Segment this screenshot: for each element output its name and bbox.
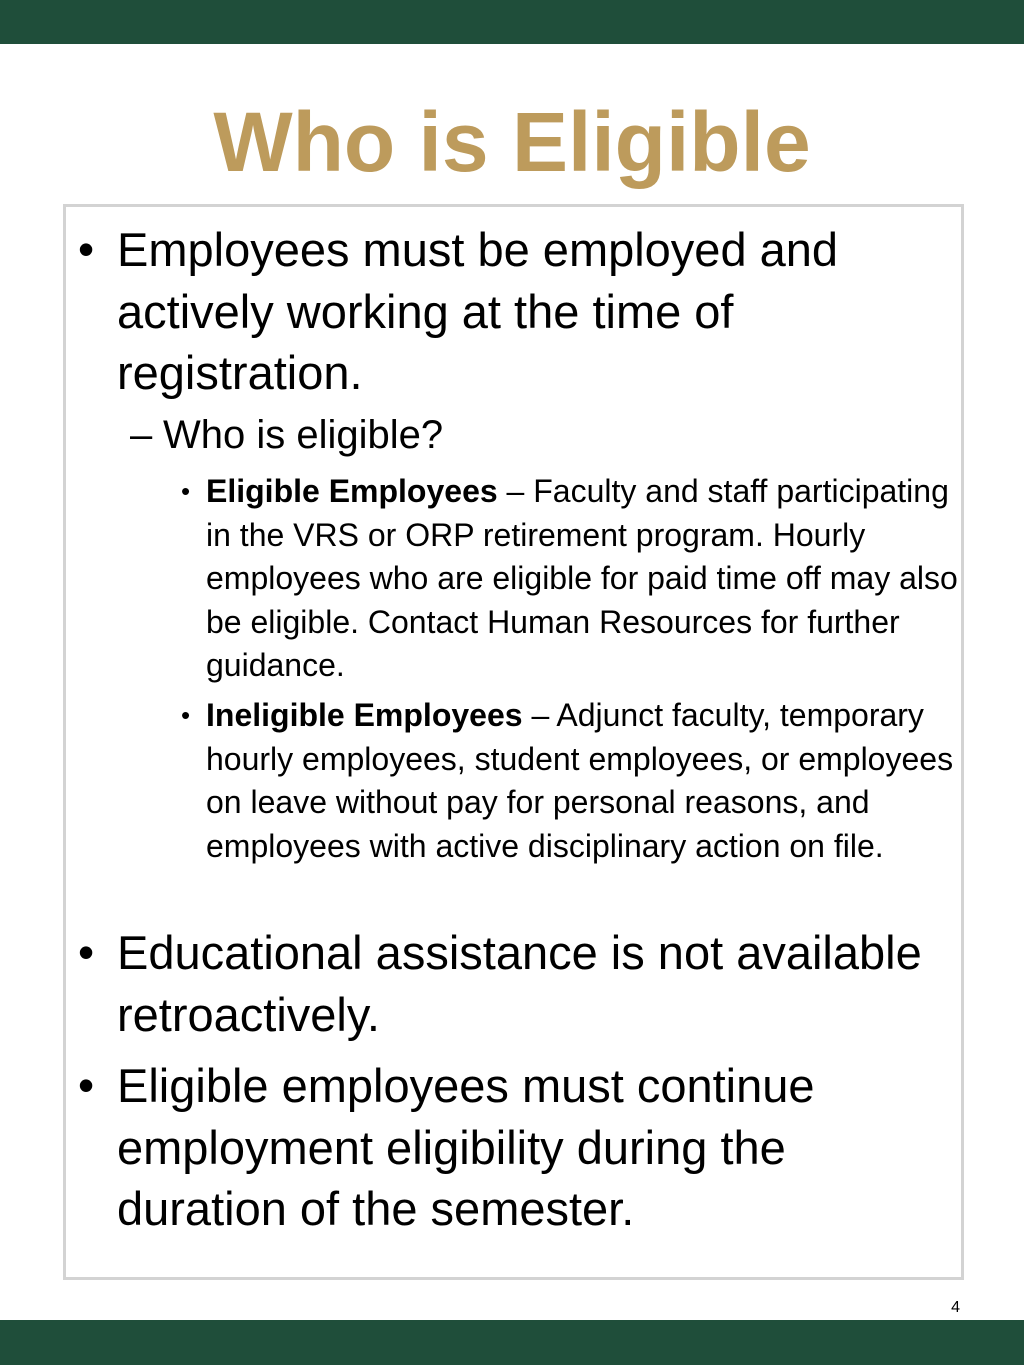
bullet-icon: •	[78, 223, 95, 275]
top-banner-bar	[0, 0, 1024, 44]
sub-bullet-text: Who is eligible?	[163, 413, 444, 457]
bullet-icon: •	[78, 926, 95, 978]
definition-ineligible-employees: – Adjunct faculty, temporary hourly employees, student employees, or employees on leave without pay for personal reasons, and employees with active disciplinary action on file.	[206, 697, 954, 864]
bullet-text: Educational assistance is not available retroactively.	[117, 926, 922, 1041]
bottom-banner-bar	[0, 1320, 1024, 1365]
sub-sub-bullet-text	[206, 470, 966, 688]
dash-icon: –	[130, 413, 153, 457]
bullet-icon: •	[181, 700, 191, 730]
term-ineligible-employees: Ineligible Employees	[206, 697, 523, 733]
page-number: 4	[951, 1299, 960, 1316]
bullet-text: Eligible employees must continue employment eligibility during the duration of the semester.	[117, 1059, 815, 1235]
definition-eligible-employees: – Faculty and staff participating in the VRS or ORP retirement program. Hourly employees who are eligible for paid time off may also be eligible. Contact Human Resources for further guidance.	[206, 473, 958, 683]
term-eligible-employees: Eligible Employees	[206, 473, 498, 509]
bullet-icon: •	[78, 1059, 95, 1111]
content-box	[63, 204, 964, 1280]
sub-sub-bullet-text	[206, 694, 966, 868]
bullet-text: Employees must be employed and actively working at the time of registration.	[117, 223, 839, 399]
bullet-icon: •	[181, 476, 191, 506]
slide-title: Who is Eligible	[213, 95, 811, 189]
